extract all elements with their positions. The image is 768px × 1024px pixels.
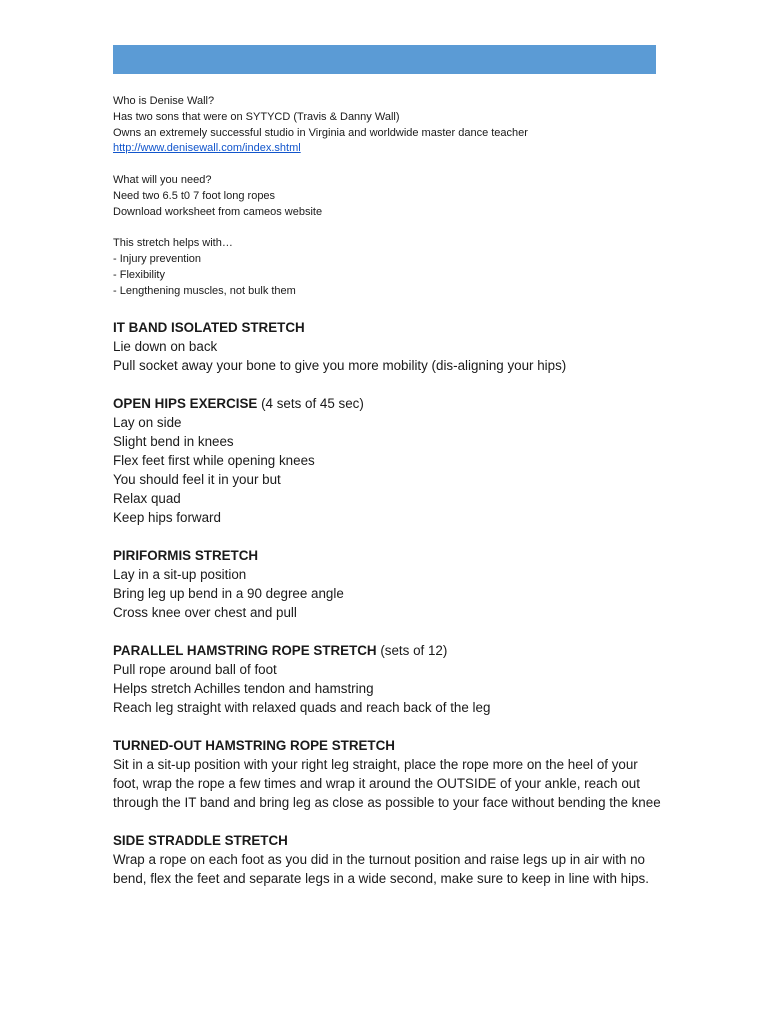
needs-line-ropes: Need two 6.5 t0 7 foot long ropes <box>113 189 276 202</box>
section-piriformis <box>113 546 661 622</box>
needs-question: What will you need? <box>113 173 212 186</box>
intro-line-studio: Owns an extremely successful studio in Virginia and worldwide master dance teacher <box>113 126 528 139</box>
intro-line-sons: Has two sons that were on SYTYCD (Travis & Danny Wall) <box>113 110 400 123</box>
section-title: TURNED-OUT HAMSTRING ROPE STRETCH <box>113 738 395 754</box>
section-line: Lie down on back <box>113 339 218 355</box>
benefit-item: - Lengthening muscles, not bulk them <box>113 284 296 297</box>
intro-question: Who is Denise Wall? <box>113 95 215 107</box>
section-title: OPEN HIPS EXERCISE <box>113 396 258 412</box>
section-line: Slight bend in knees <box>113 434 234 450</box>
section-title: PARALLEL HAMSTRING ROPE STRETCH <box>113 643 377 659</box>
section-note: (4 sets of 45 sec) <box>257 396 364 412</box>
benefits-heading: This stretch helps with… <box>113 237 233 250</box>
section-line: Flex feet first while opening knees <box>113 453 315 469</box>
section-turned-out-hamstring <box>113 736 661 812</box>
section-parallel-hamstring <box>113 641 661 717</box>
section-line: You should feel it in your but <box>113 472 281 488</box>
section-line: Pull rope around ball of foot <box>113 662 277 678</box>
section-paragraph: Wrap a rope on each foot as you did in the turnout position and raise legs up in air with no bend, flex the feet and separate legs in a wide second, make sure to keep in line with hips. <box>113 852 649 887</box>
benefit-item: - Injury prevention <box>113 252 202 265</box>
section-line: Lay on side <box>113 415 182 431</box>
section-line: Bring leg up bend in a 90 degree angle <box>113 586 344 602</box>
section-paragraph: Sit in a sit-up position with your right leg straight, place the rope more on the heel of your foot, wrap the rope a few times and wrap it around the OUTSIDE of your ankle, reach out through the IT band and bring leg as close as possible to your face without bending the knee <box>113 757 661 811</box>
section-it-band <box>113 318 661 375</box>
header-bar <box>113 45 656 74</box>
section-title: PIRIFORMIS STRETCH <box>113 548 259 564</box>
benefit-item: - Flexibility <box>113 268 165 281</box>
section-line: Cross knee over chest and pull <box>113 605 297 621</box>
section-line: Reach leg straight with relaxed quads and reach back of the leg <box>113 700 491 716</box>
section-open-hips <box>113 394 661 527</box>
section-line: Pull socket away your bone to give you more mobility (dis-aligning your hips) <box>113 358 567 374</box>
section-side-straddle <box>113 831 661 888</box>
section-line: Keep hips forward <box>113 510 221 526</box>
needs-line-worksheet: Download worksheet from cameos website <box>113 205 323 218</box>
document-content <box>113 94 661 888</box>
section-title: SIDE STRADDLE STRETCH <box>113 833 288 849</box>
section-title: IT BAND ISOLATED STRETCH <box>113 320 305 336</box>
section-note: (sets of 12) <box>376 643 448 659</box>
website-link[interactable]: http://www.denisewall.com/index.shtml <box>113 142 301 155</box>
section-line: Relax quad <box>113 491 181 507</box>
section-line: Lay in a sit-up position <box>113 567 247 583</box>
section-line: Helps stretch Achilles tendon and hamstring <box>113 681 374 697</box>
